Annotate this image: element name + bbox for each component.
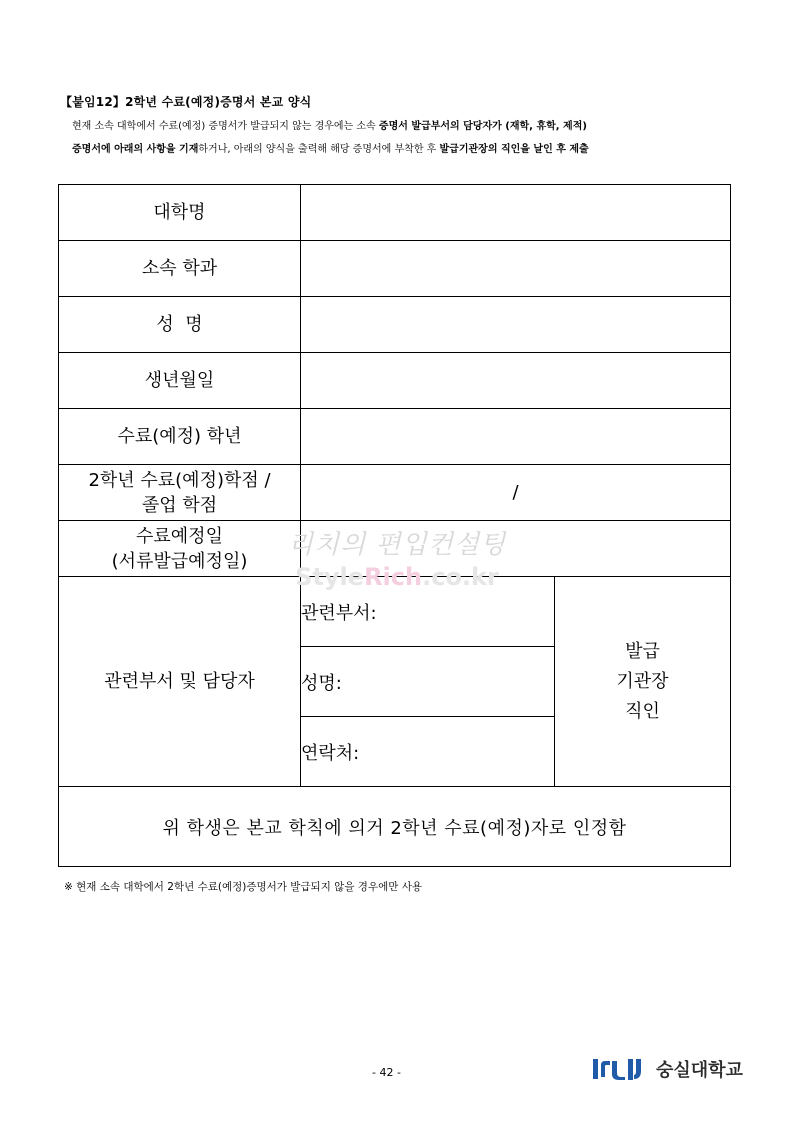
field-contact-name[interactable]: 성명: (301, 647, 555, 717)
field-expected-date[interactable] (301, 521, 731, 577)
seal-label-line1: 발급 (625, 640, 660, 662)
seal-label-line3: 직인 (625, 700, 660, 722)
label-department: 소속 학과 (59, 241, 301, 297)
watermark-part-highlight: Rich (364, 563, 423, 591)
form-row-credits (59, 465, 731, 521)
university-logo (592, 1054, 743, 1084)
university-logo-text: 숭실대학교 (656, 1060, 743, 1081)
label-expected-date (59, 521, 301, 577)
field-department[interactable] (301, 241, 731, 297)
official-seal-box (555, 577, 731, 787)
intro-emphasis: 증명서 발급부서의 담당자가 (재학, 휴학, 제적) (378, 121, 587, 132)
form-row-name (59, 297, 731, 353)
label-credits (59, 465, 301, 521)
label-birthdate: 생년월일 (59, 353, 301, 409)
form-row-department (59, 241, 731, 297)
form-row-declaration (59, 787, 731, 867)
intro-emphasis: 증명서에 아래의 사항을 기재 (72, 144, 199, 155)
declaration-text: 위 학생은 본교 학칙에 의거 2학년 수료(예정)자로 인정함 (59, 787, 731, 867)
document-heading: 【붙임12】2학년 수료(예정)증명서 본교 양식 (60, 95, 312, 109)
form-row-birthdate (59, 353, 731, 409)
intro-line-1 (72, 117, 587, 132)
label-contact: 관련부서 및 담당자 (59, 577, 301, 787)
label-university: 대학명 (59, 185, 301, 241)
field-credits[interactable]: / (301, 465, 731, 521)
watermark-part: Style (295, 563, 365, 591)
watermark-line1: 리치의 편입컨설팅 (287, 530, 507, 560)
certificate-form-table (58, 184, 731, 867)
page-number: - 42 - (372, 1066, 401, 1079)
form-row-contact-department (59, 577, 731, 647)
label-credits-line1: 2학년 수료(예정)학점 / (88, 469, 271, 491)
footnote: ※ 현재 소속 대학에서 2학년 수료(예정)증명서가 발급되지 않을 경우에만 사용 (64, 881, 422, 893)
label-completion-year: 수료(예정) 학년 (59, 409, 301, 465)
field-contact-department[interactable]: 관련부서: (301, 577, 555, 647)
label-expected-date-line1: 수료예정일 (136, 525, 223, 547)
intro-line-2 (72, 140, 589, 155)
field-completion-year[interactable] (301, 409, 731, 465)
seal-label-line2: 기관장 (616, 670, 669, 692)
intro-text: 현재 소속 대학에서 수료(예정) 증명서가 발급되지 않는 경우에는 소속 (72, 121, 379, 132)
form-row-university (59, 185, 731, 241)
form-row-completion-year (59, 409, 731, 465)
field-university[interactable] (301, 185, 731, 241)
label-credits-line2: 졸업 학점 (141, 494, 218, 516)
field-birthdate[interactable] (301, 353, 731, 409)
university-emblem-icon (592, 1057, 652, 1081)
label-expected-date-line2: (서류발급예정일) (111, 550, 248, 572)
form-row-expected-date (59, 521, 731, 577)
watermark-part: .co.kr (422, 563, 499, 591)
field-contact-phone[interactable]: 연락처: (301, 717, 555, 787)
intro-text: 하거나, 아래의 양식을 출력해 해당 증명서에 부착한 후 (198, 144, 440, 155)
intro-emphasis: 발급기관장의 직인을 날인 후 제출 (439, 144, 589, 155)
field-name[interactable] (301, 297, 731, 353)
label-name: 성 명 (59, 297, 301, 353)
